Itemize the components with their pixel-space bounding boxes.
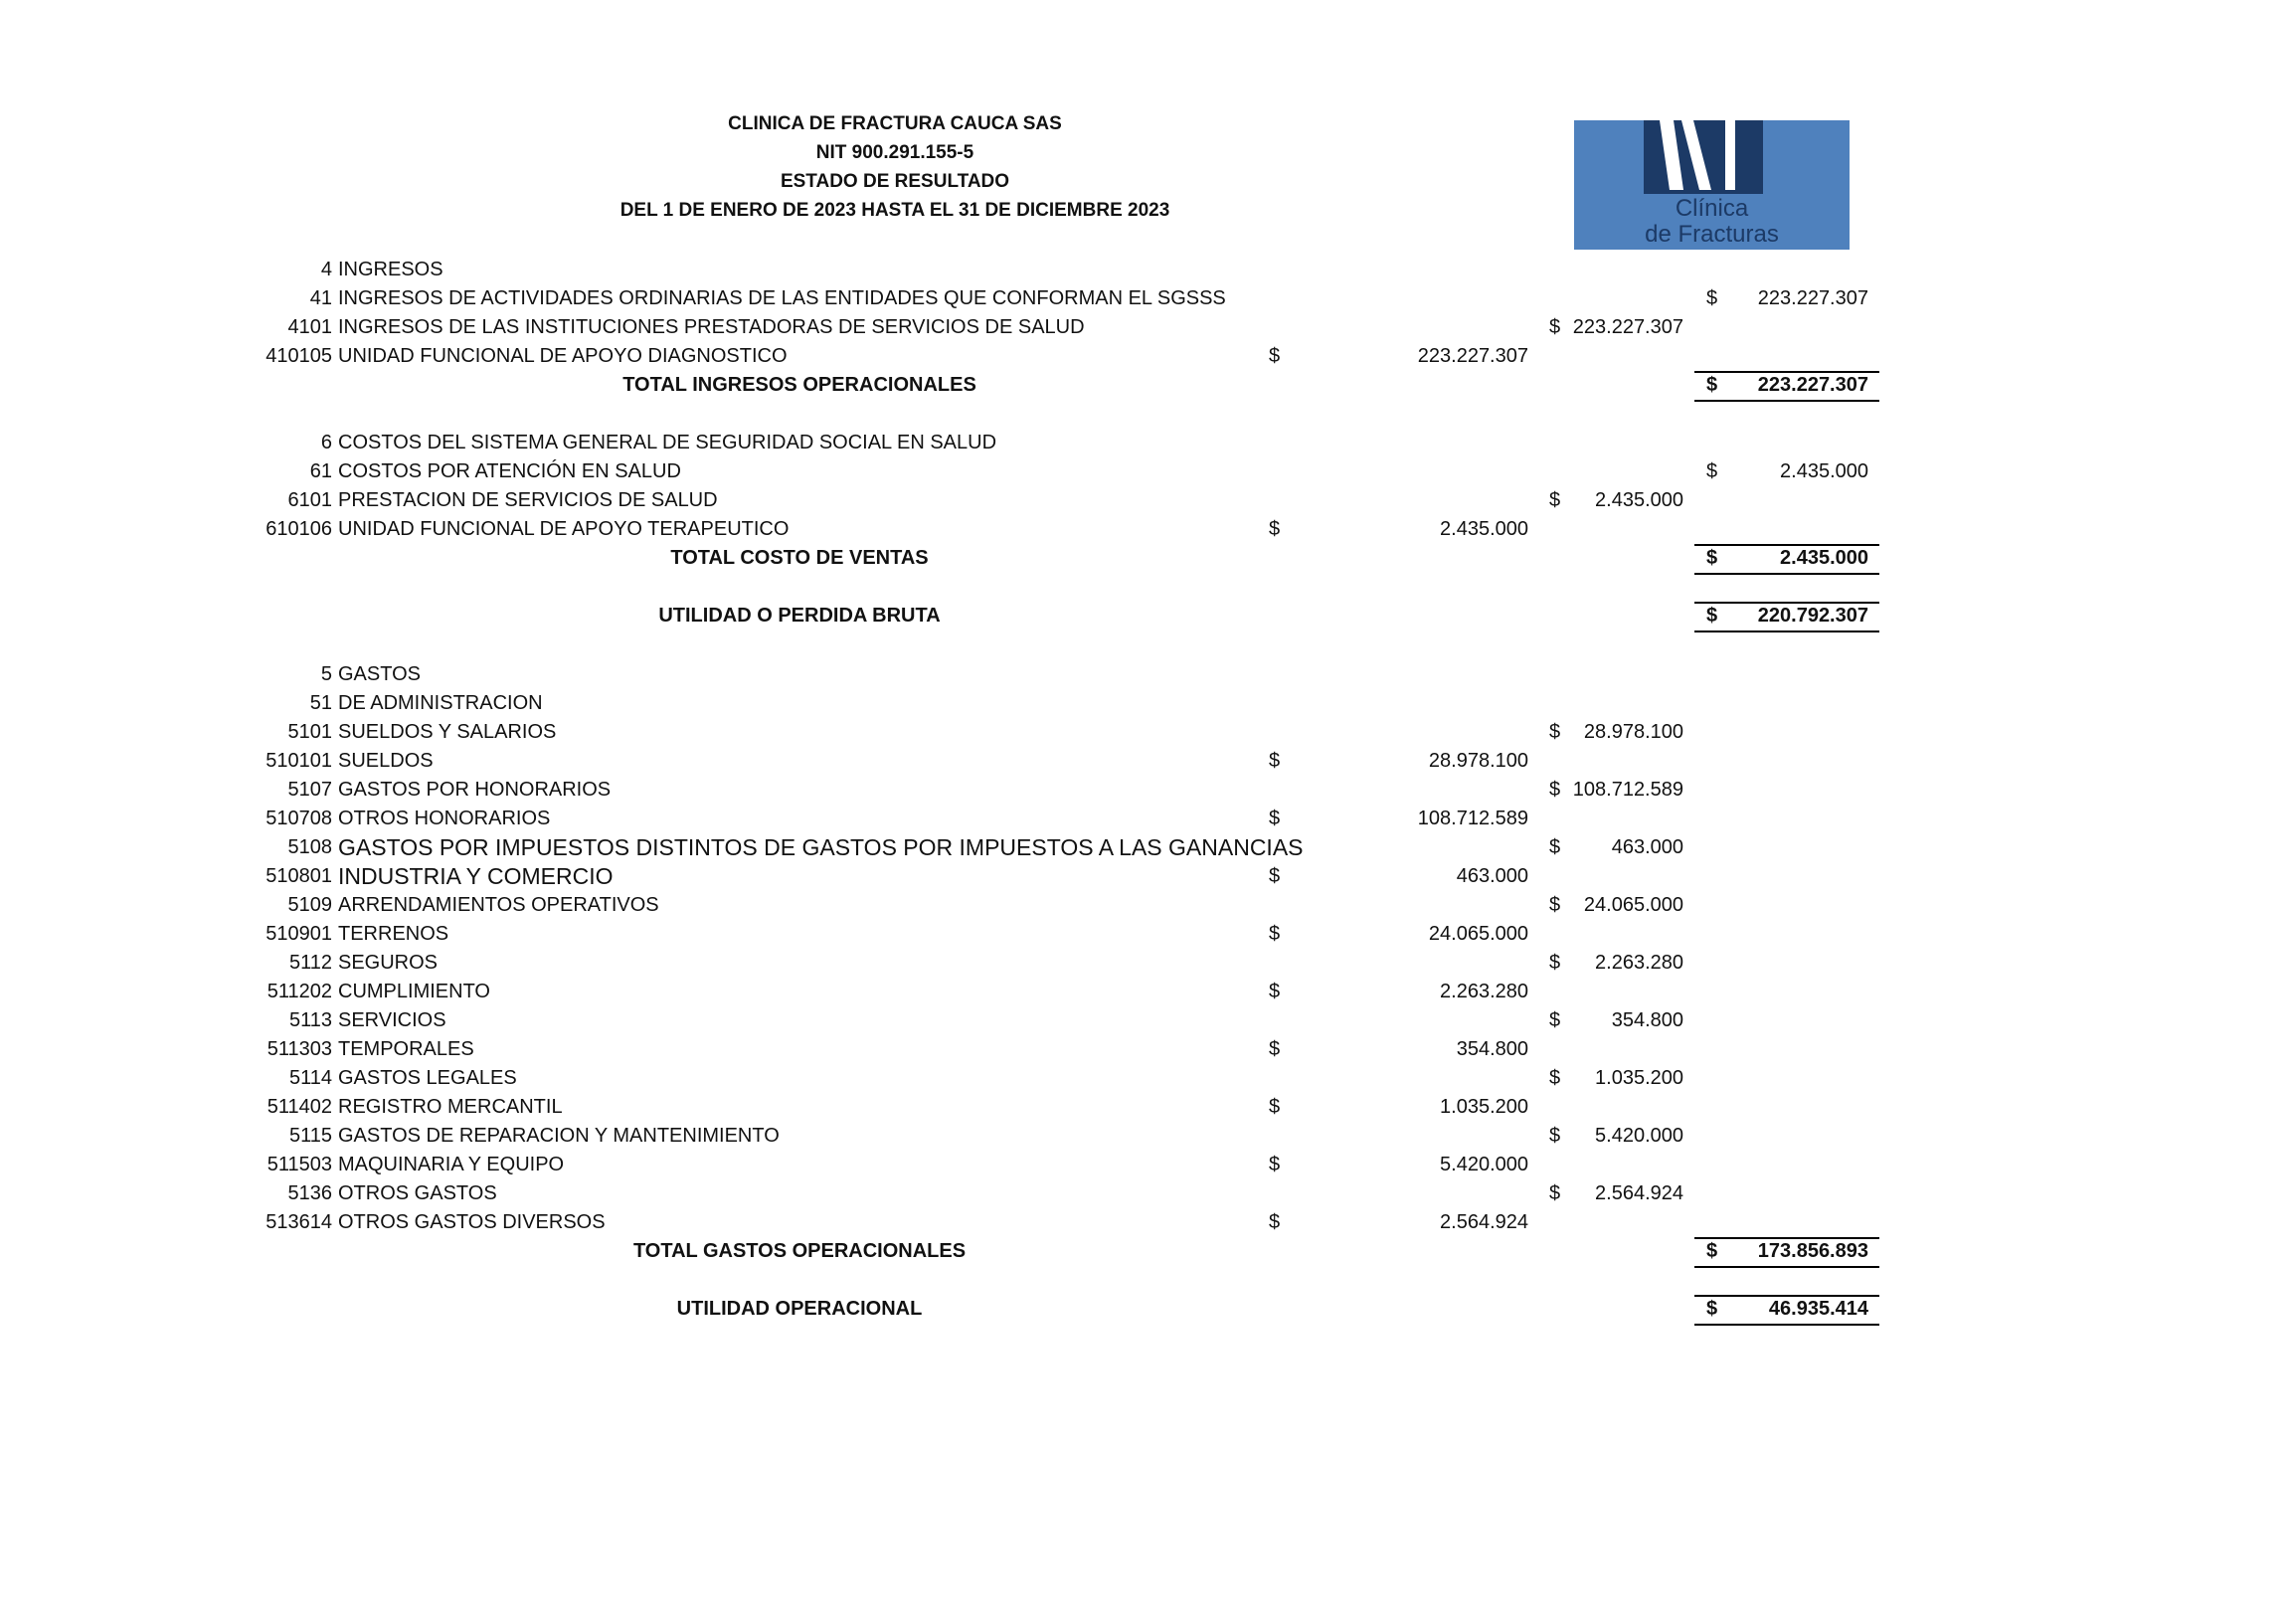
account-description: SUELDOS Y SALARIOS: [338, 721, 557, 743]
account-description: COSTOS POR ATENCIÓN EN SALUD: [338, 460, 681, 482]
account-description: GASTOS LEGALES: [338, 1067, 517, 1089]
account-code: 6: [320, 432, 332, 453]
subaccount-amount: 1.035.200: [1440, 1096, 1528, 1118]
account-code: 513614: [265, 1211, 332, 1233]
group-amount: 463.000: [1611, 836, 1683, 858]
account-code: 5112: [288, 952, 332, 974]
report-period: DEL 1 DE ENERO DE 2023 HASTA EL 31 DE DICIEMBRE 2023: [619, 200, 1170, 221]
account-row: [0, 313, 2296, 342]
currency-sign: $: [1549, 952, 1561, 974]
account-description: INGRESOS DE LAS INSTITUCIONES PRESTADORAS DE SERVICIOS DE SALUD: [338, 316, 1085, 338]
currency-sign: $: [1549, 894, 1561, 916]
account-row: [0, 920, 2296, 949]
currency-sign: $: [1706, 374, 1718, 396]
currency-sign: $: [1269, 981, 1281, 1002]
company-name: CLINICA DE FRACTURA CAUCA SAS: [728, 113, 1062, 134]
account-row: [0, 342, 2296, 371]
account-code: 5113: [288, 1009, 332, 1031]
subaccount-amount: 2.435.000: [1440, 518, 1528, 540]
account-row: [0, 457, 2296, 486]
account-code: 4: [320, 259, 332, 280]
account-code: 51: [309, 692, 332, 714]
account-row: [0, 862, 2296, 891]
account-code: 41: [309, 287, 332, 309]
currency-sign: $: [1269, 345, 1281, 367]
account-description: INGRESOS DE ACTIVIDADES ORDINARIAS DE LAS ENTIDADES QUE CONFORMAN EL SGSSS: [338, 287, 1226, 309]
total-amount: 2.435.000: [1780, 547, 1868, 569]
logo-text-line2: de Fracturas: [1645, 221, 1779, 248]
total-row: [0, 1295, 2296, 1324]
group-amount: 1.035.200: [1595, 1067, 1683, 1089]
logo-text-line1: Clínica: [1675, 195, 1749, 222]
account-code: 510101: [265, 750, 332, 772]
account-description: COSTOS DEL SISTEMA GENERAL DE SEGURIDAD SOCIAL EN SALUD: [338, 432, 997, 453]
subaccount-amount: 5.420.000: [1440, 1154, 1528, 1175]
account-code: 5136: [287, 1182, 332, 1204]
account-description: GASTOS POR IMPUESTOS DISTINTOS DE GASTOS POR IMPUESTOS A LAS GANANCIAS: [338, 834, 1304, 860]
account-description: GASTOS DE REPARACION Y MANTENIMIENTO: [338, 1125, 780, 1147]
account-row: [0, 747, 2296, 776]
account-row: [0, 833, 2296, 862]
group-amount: 2.263.280: [1595, 952, 1683, 974]
account-description: GASTOS: [338, 663, 421, 685]
currency-sign: $: [1269, 750, 1281, 772]
group-amount: 2.564.924: [1595, 1182, 1683, 1204]
group-amount: 2.435.000: [1595, 489, 1683, 511]
class-amount: 223.227.307: [1757, 287, 1868, 309]
account-code: 4101: [287, 316, 332, 338]
class-amount: 2.435.000: [1780, 460, 1868, 482]
account-code: 510901: [265, 923, 332, 945]
account-row: [0, 949, 2296, 978]
currency-sign: $: [1706, 547, 1718, 569]
account-description: MAQUINARIA Y EQUIPO: [338, 1154, 565, 1175]
currency-sign: $: [1549, 316, 1561, 338]
currency-sign: $: [1706, 1240, 1718, 1262]
account-description: GASTOS POR HONORARIOS: [338, 779, 612, 801]
account-code: 61: [309, 460, 332, 482]
total-amount: 46.935.414: [1768, 1298, 1868, 1320]
currency-sign: $: [1269, 865, 1281, 887]
account-row: [0, 1006, 2296, 1035]
group-amount: 354.800: [1611, 1009, 1683, 1031]
account-code: 510708: [265, 808, 332, 829]
clinic-logo: [1574, 120, 1850, 250]
subaccount-amount: 108.712.589: [1417, 808, 1528, 829]
group-amount: 24.065.000: [1583, 894, 1683, 916]
account-row: [0, 256, 2296, 284]
account-code: 5: [320, 663, 332, 685]
account-row: [0, 1208, 2296, 1237]
account-row: [0, 718, 2296, 747]
subaccount-amount: 463.000: [1456, 865, 1528, 887]
account-description: INGRESOS: [338, 259, 443, 280]
account-row: [0, 805, 2296, 833]
account-code: 5108: [287, 836, 332, 858]
account-description: SUELDOS: [338, 750, 434, 772]
total-label: UTILIDAD OPERACIONAL: [676, 1298, 923, 1320]
group-amount: 223.227.307: [1572, 316, 1683, 338]
account-code: 5114: [288, 1067, 332, 1089]
currency-sign: $: [1549, 1009, 1561, 1031]
currency-sign: $: [1269, 1096, 1281, 1118]
currency-sign: $: [1549, 1182, 1561, 1204]
currency-sign: $: [1269, 923, 1281, 945]
currency-sign: $: [1706, 460, 1718, 482]
account-description: ARRENDAMIENTOS OPERATIVOS: [338, 894, 659, 916]
account-row: [0, 1093, 2296, 1122]
subaccount-amount: 2.263.280: [1440, 981, 1528, 1002]
account-description: OTROS HONORARIOS: [338, 808, 551, 829]
account-description: INDUSTRIA Y COMERCIO: [338, 863, 614, 889]
currency-sign: $: [1549, 836, 1561, 858]
group-amount: 28.978.100: [1583, 721, 1683, 743]
account-row: [0, 515, 2296, 544]
account-row: [0, 1122, 2296, 1151]
total-label: UTILIDAD O PERDIDA BRUTA: [658, 605, 941, 627]
logo-bars-icon: [1634, 120, 1773, 194]
account-code: 511503: [266, 1154, 332, 1175]
account-code: 410105: [265, 345, 332, 367]
total-row: [0, 1237, 2296, 1266]
currency-sign: $: [1706, 287, 1718, 309]
account-code: 511402: [266, 1096, 332, 1118]
total-amount: 173.856.893: [1757, 1240, 1868, 1262]
account-description: SERVICIOS: [338, 1009, 446, 1031]
account-row: [0, 891, 2296, 920]
currency-sign: $: [1549, 721, 1561, 743]
account-code: 5109: [287, 894, 332, 916]
total-row: [0, 371, 2296, 400]
account-description: REGISTRO MERCANTIL: [338, 1096, 563, 1118]
total-amount: 220.792.307: [1757, 605, 1868, 627]
account-row: [0, 776, 2296, 805]
account-row: [0, 1064, 2296, 1093]
total-amount: 223.227.307: [1757, 374, 1868, 396]
account-description: OTROS GASTOS DIVERSOS: [338, 1211, 606, 1233]
subaccount-amount: 354.800: [1456, 1038, 1528, 1060]
account-row: [0, 429, 2296, 457]
account-code: 511202: [266, 981, 332, 1002]
account-code: 6101: [287, 489, 332, 511]
account-row: [0, 660, 2296, 689]
currency-sign: $: [1269, 1211, 1281, 1233]
currency-sign: $: [1549, 489, 1561, 511]
account-description: UNIDAD FUNCIONAL DE APOYO TERAPEUTICO: [338, 518, 790, 540]
account-code: 5101: [287, 721, 332, 743]
account-description: SEGUROS: [338, 952, 439, 974]
account-row: [0, 1151, 2296, 1179]
account-row: [0, 689, 2296, 718]
account-row: [0, 1179, 2296, 1208]
company-nit: NIT 900.291.155-5: [815, 142, 974, 163]
subaccount-amount: 28.978.100: [1428, 750, 1528, 772]
currency-sign: $: [1706, 605, 1718, 627]
currency-sign: $: [1549, 779, 1561, 801]
currency-sign: $: [1269, 1038, 1281, 1060]
account-description: CUMPLIMIENTO: [338, 981, 490, 1002]
report-title: ESTADO DE RESULTADO: [780, 171, 1010, 192]
account-description: TERRENOS: [338, 923, 449, 945]
account-description: PRESTACION DE SERVICIOS DE SALUD: [338, 489, 718, 511]
account-code: 511303: [266, 1038, 332, 1060]
total-label: TOTAL INGRESOS OPERACIONALES: [622, 374, 976, 396]
total-label: TOTAL COSTO DE VENTAS: [670, 547, 929, 569]
account-row: [0, 486, 2296, 515]
total-row: [0, 602, 2296, 631]
total-row: [0, 544, 2296, 573]
account-row: [0, 978, 2296, 1006]
currency-sign: $: [1269, 808, 1281, 829]
currency-sign: $: [1549, 1067, 1561, 1089]
subaccount-amount: 24.065.000: [1428, 923, 1528, 945]
account-code: 610106: [265, 518, 332, 540]
account-code: 5115: [288, 1125, 332, 1147]
currency-sign: $: [1549, 1125, 1561, 1147]
group-amount: 108.712.589: [1572, 779, 1683, 801]
group-amount: 5.420.000: [1595, 1125, 1683, 1147]
account-code: 510801: [265, 865, 332, 887]
account-code: 5107: [287, 779, 332, 801]
account-description: TEMPORALES: [338, 1038, 474, 1060]
currency-sign: $: [1706, 1298, 1718, 1320]
subaccount-amount: 2.564.924: [1440, 1211, 1528, 1233]
total-label: TOTAL GASTOS OPERACIONALES: [632, 1240, 967, 1262]
subaccount-amount: 223.227.307: [1417, 345, 1528, 367]
account-description: OTROS GASTOS: [338, 1182, 497, 1204]
account-description: DE ADMINISTRACION: [338, 692, 543, 714]
account-row: [0, 284, 2296, 313]
currency-sign: $: [1269, 1154, 1281, 1175]
account-description: UNIDAD FUNCIONAL DE APOYO DIAGNOSTICO: [338, 345, 788, 367]
account-row: [0, 1035, 2296, 1064]
currency-sign: $: [1269, 518, 1281, 540]
